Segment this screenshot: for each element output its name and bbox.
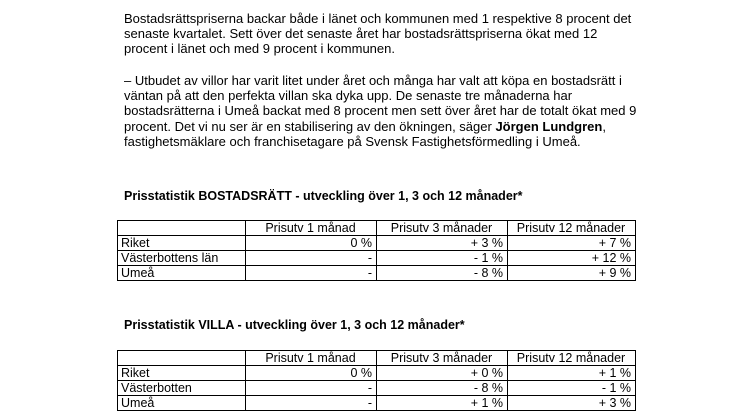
table-row: [118, 236, 636, 251]
table-cell: - 8 %: [377, 381, 508, 396]
table-cell: + 12 %: [508, 251, 636, 266]
villa-table: [117, 350, 636, 411]
table-cell: + 3 %: [377, 236, 508, 251]
header-cell-empty: [118, 221, 246, 236]
table-cell: -: [246, 251, 377, 266]
row-label: Umeå: [118, 396, 246, 411]
bostadsratt-heading: Prisstatistik BOSTADSRÄTT - utveckling över 1, 3 och 12 månader*: [124, 189, 523, 203]
table-cell: - 1 %: [508, 381, 636, 396]
intro-paragraph-text: Bostadsrättspriserna backar både i länet och kommunen med 1 respektive 8 procent det senaste kvartalet. Sett över det senaste året har bostadsrättspriserna ökat med 12 procent i länet och med 9 procent i kommunen.: [124, 11, 632, 57]
row-label: Västerbottens län: [118, 251, 246, 266]
table-cell: + 0 %: [377, 366, 508, 381]
bostadsratt-table: [117, 220, 636, 281]
quote-paragraph: [124, 73, 644, 149]
header-cell: Prisutv 12 månader: [508, 351, 636, 366]
quote-text-start: – Utbudet av villor har varit litet under året och många har valt att köpa en bostadsrätt i väntan på att den perfekta villan ska dyka upp. De senaste tre månaderna har bostadsrätterna i Umeå backat med 8 procent men sett över året har de totalt ökat med 9 procent. Det vi nu ser är en stabilisering av den ökningen, säger: [124, 73, 637, 134]
header-cell: Prisutv 12 månader: [508, 221, 636, 236]
table-row: [118, 381, 636, 396]
table-cell: 0 %: [246, 366, 377, 381]
table-cell: + 9 %: [508, 266, 636, 281]
header-cell: Prisutv 3 månader: [377, 351, 508, 366]
table-cell: -: [246, 396, 377, 411]
header-cell: Prisutv 3 månader: [377, 221, 508, 236]
table-cell: -: [246, 381, 377, 396]
table-cell: + 1 %: [508, 366, 636, 381]
table-header-row: [118, 351, 636, 366]
intro-paragraph: [124, 11, 644, 57]
table-cell: + 3 %: [508, 396, 636, 411]
villa-heading: Prisstatistik VILLA - utveckling över 1, 3 och 12 månader*: [124, 318, 465, 332]
row-label: Umeå: [118, 266, 246, 281]
table-cell: + 1 %: [377, 396, 508, 411]
row-label: Riket: [118, 366, 246, 381]
table-cell: - 1 %: [377, 251, 508, 266]
table-header-row: [118, 221, 636, 236]
table-row: [118, 396, 636, 411]
table-cell: + 7 %: [508, 236, 636, 251]
table-row: [118, 251, 636, 266]
table-row: [118, 266, 636, 281]
quote-text-end: , fastighetsmäklare och franchisetagare på Svensk Fastighetsförmedling i Umeå.: [124, 118, 606, 149]
header-cell-empty: [118, 351, 246, 366]
table-row: [118, 366, 636, 381]
table-cell: -: [246, 266, 377, 281]
header-cell: Prisutv 1 månad: [246, 221, 377, 236]
table-cell: - 8 %: [377, 266, 508, 281]
quote-person-name: Jörgen Lundgren: [495, 118, 603, 134]
row-label: Riket: [118, 236, 246, 251]
header-cell: Prisutv 1 månad: [246, 351, 377, 366]
table-cell: 0 %: [246, 236, 377, 251]
row-label: Västerbotten: [118, 381, 246, 396]
